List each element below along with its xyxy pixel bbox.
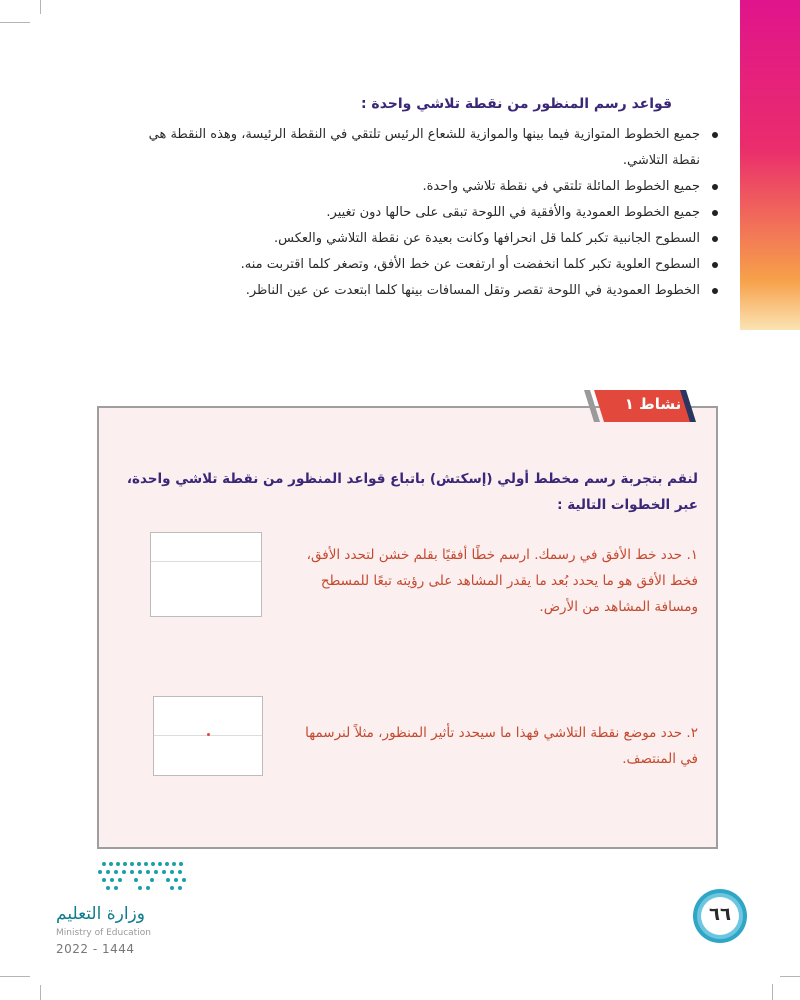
page-number: ٦٦ [709, 904, 731, 925]
list-item: جميع الخطوط العمودية والأفقية في اللوحة تبقى على حالها دون تغيير. [118, 200, 718, 226]
step-1-text: ١. حدد خط الأفق في رسمك. ارسم خطًا أفقيًا بقلم خشن لتحدد الأفق، فخط الأفق هو ما يحدد بُعد ما يقدر المشاهد على رؤيته تبعًا للمسطح ومسافة المشاهد من الأرض. [306, 547, 698, 615]
list-item: جميع الخطوط المتوازية فيما بينها والموازية للشعاع الرئيس تلتقي في النقطة الرئيسة، وهذه النقطة هي نقطة التلاشي. [118, 122, 718, 174]
crop-mark [40, 0, 41, 14]
step-2-text: ٢. حدد موضع نقطة التلاشي فهذا ما سيحدد تأثير المنظور، مثلاً لنرسمها في المنتصف. [305, 725, 698, 767]
crop-mark [772, 984, 773, 1000]
rules-title: قواعد رسم المنظور من نقطة تلاشي واحدة : [360, 96, 672, 112]
list-item: السطوح الجانبية تكبر كلما قل انحرافها وكانت بعيدة عن نقطة التلاشي والعكس. [118, 226, 718, 252]
list-item: جميع الخطوط المائلة تلتقي في نقطة تلاشي واحدة. [118, 174, 718, 200]
sketch-frame-2 [153, 696, 263, 776]
list-item: الخطوط العمودية في اللوحة تقصر وتقل المسافات بينها كلما ابتعدت عن عين الناظر. [118, 278, 718, 304]
activity-box [97, 406, 718, 849]
sketch-frame-1 [150, 532, 262, 617]
rules-list [118, 122, 718, 304]
activity-tab-label: نشاط ١ [624, 395, 682, 413]
side-gradient-strip [740, 0, 800, 330]
vanishing-point-dot [207, 733, 210, 736]
ministry-logo [56, 858, 196, 988]
ministry-name-arabic: وزارة التعليم [56, 904, 145, 924]
list-item: السطوح العلوية تكبر كلما انخفضت أو ارتفعت عن خط الأفق، وتصغر كلما اقتربت منه. [118, 252, 718, 278]
ministry-name-english: Ministry of Education [56, 928, 151, 938]
activity-intro: لنقم بتجربة رسم مخطط أولي (إسكتش) باتباع قواعد المنظور من نقطة تلاشي واحدة، عبر الخطوات التالية : [126, 471, 698, 513]
crop-mark [0, 22, 30, 23]
edition-year: 2022 - 1444 [56, 942, 135, 956]
crop-mark [780, 976, 800, 977]
ministry-dots-icon [56, 858, 196, 902]
crop-mark [0, 976, 30, 977]
crop-mark [40, 985, 41, 1000]
page-number-badge [690, 886, 750, 946]
horizon-line [151, 561, 261, 562]
activity-tab [580, 390, 720, 422]
